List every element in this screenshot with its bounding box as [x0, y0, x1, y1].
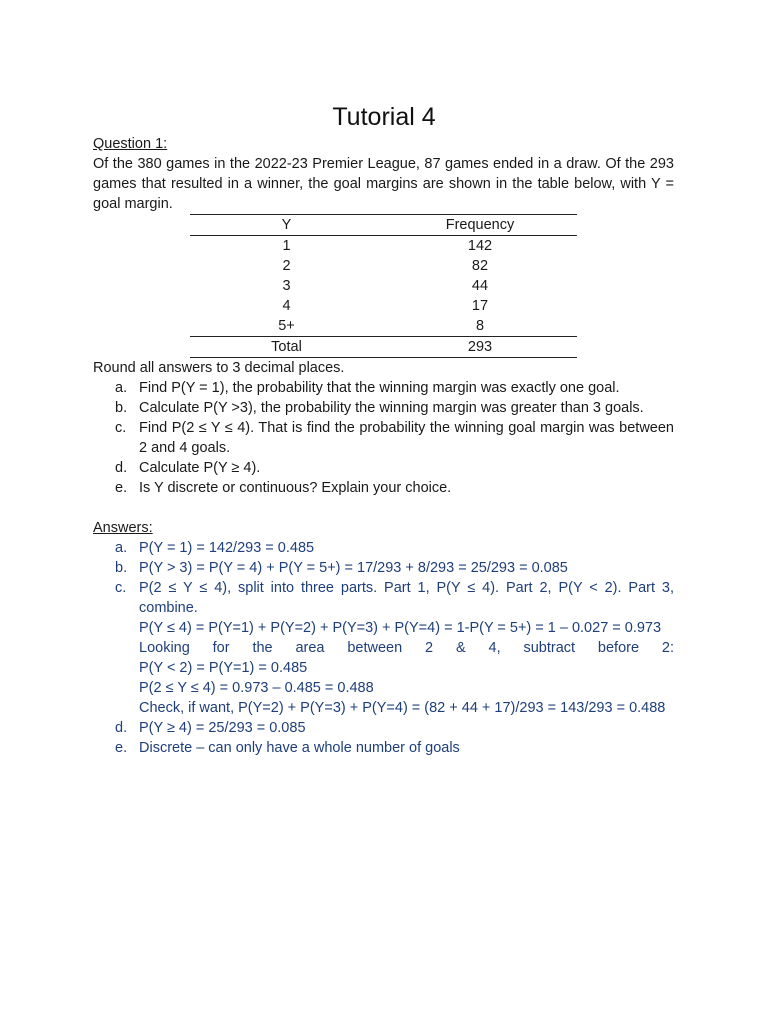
frequency-table — [190, 214, 577, 358]
table-cell-frequency: 82 — [471, 258, 489, 274]
question-part-a — [93, 378, 674, 398]
answer-c-line: Looking for the area between 2 & 4, subtract before 2: — [139, 640, 674, 656]
question-parts-list — [93, 378, 674, 498]
answer-c — [93, 578, 674, 718]
table-header-frequency: Frequency — [445, 217, 515, 233]
table-cell-frequency: 44 — [471, 278, 489, 294]
table-cell-y: 4 — [282, 298, 291, 314]
table-cell-frequency: 8 — [475, 318, 485, 334]
part-marker: c. — [115, 420, 127, 436]
answers-heading: Answers: — [93, 520, 153, 536]
answer-text: Discrete – can only have a whole number of goals — [139, 740, 460, 756]
table-total-label: Total — [271, 339, 302, 355]
question-part-d — [93, 458, 674, 478]
table-header-row — [190, 215, 577, 236]
answer-c-line: P(Y ≤ 4) = P(Y=1) + P(Y=2) + P(Y=3) + P(Y=4) = 1-P(Y = 5+) = 1 – 0.027 = 0.973 — [139, 620, 662, 636]
answer-b — [93, 558, 674, 578]
table-total-value: 293 — [467, 339, 493, 355]
part-text: Find P(2 ≤ Y ≤ 4). That is find the probability the winning goal margin was between 2 and 4 goals. — [139, 420, 674, 456]
answer-c-line: P(2 ≤ Y ≤ 4) = 0.973 – 0.485 = 0.488 — [139, 680, 374, 696]
question-part-e — [93, 478, 674, 498]
answer-c-line: P(Y < 2) = P(Y=1) = 0.485 — [139, 660, 308, 676]
table-cell-y: 2 — [282, 258, 291, 274]
part-text: Calculate P(Y >3), the probability the winning margin was greater than 3 goals. — [139, 400, 644, 416]
table-cell-frequency: 17 — [471, 298, 489, 314]
answer-text: P(Y > 3) = P(Y = 4) + P(Y = 5+) = 17/293 + 8/293 = 25/293 = 0.085 — [139, 560, 568, 576]
part-marker: d. — [115, 460, 128, 476]
answer-e — [93, 738, 674, 758]
table-header-y: Y — [281, 217, 292, 233]
part-text: Calculate P(Y ≥ 4). — [139, 460, 261, 476]
table-cell-y: 5+ — [278, 318, 295, 334]
answer-marker: e. — [115, 740, 128, 756]
answer-text: P(Y = 1) = 142/293 = 0.485 — [139, 540, 315, 556]
answer-marker: c. — [115, 580, 127, 596]
answers-list — [93, 538, 674, 758]
part-marker: b. — [115, 400, 128, 416]
table-cell-frequency: 142 — [467, 238, 493, 254]
table-row — [190, 236, 577, 257]
part-text: Is Y discrete or continuous? Explain your choice. — [139, 480, 452, 496]
question-intro: Of the 380 games in the 2022-23 Premier League, 87 games ended in a draw. Of the 293 games that resulted in a winner, the goal margins are shown in the table below, with Y = goal margin. — [93, 156, 674, 212]
part-text: Find P(Y = 1), the probability that the winning margin was exactly one goal. — [139, 380, 620, 396]
question-heading: Question 1: — [93, 136, 168, 152]
answer-marker: b. — [115, 560, 128, 576]
answer-a — [93, 538, 674, 558]
question-instruction: Round all answers to 3 decimal places. — [93, 360, 345, 376]
answer-marker: a. — [115, 540, 128, 556]
answer-c-line: Check, if want, P(Y=2) + P(Y=3) + P(Y=4) = (82 + 44 + 17)/293 = 143/293 = 0.488 — [139, 700, 666, 716]
table-cell-y: 3 — [282, 278, 291, 294]
part-marker: a. — [115, 380, 128, 396]
question-part-b — [93, 398, 674, 418]
answer-c-line: P(2 ≤ Y ≤ 4), split into three parts. Part 1, P(Y ≤ 4). Part 2, P(Y < 2). Part 3, combine. — [139, 580, 674, 616]
table-total-row — [190, 337, 577, 358]
answer-marker: d. — [115, 720, 128, 736]
section-spacer — [93, 498, 674, 518]
answer-d — [93, 718, 674, 738]
answer-text: P(Y ≥ 4) = 25/293 = 0.085 — [139, 720, 306, 736]
table-row — [190, 256, 577, 276]
table-row — [190, 276, 577, 296]
table-row — [190, 316, 577, 337]
page-title: Tutorial 4 — [332, 103, 436, 131]
part-marker: e. — [115, 480, 128, 496]
table-row — [190, 296, 577, 316]
document-content — [93, 134, 674, 758]
question-part-c — [93, 418, 674, 458]
table-cell-y: 1 — [282, 238, 291, 254]
